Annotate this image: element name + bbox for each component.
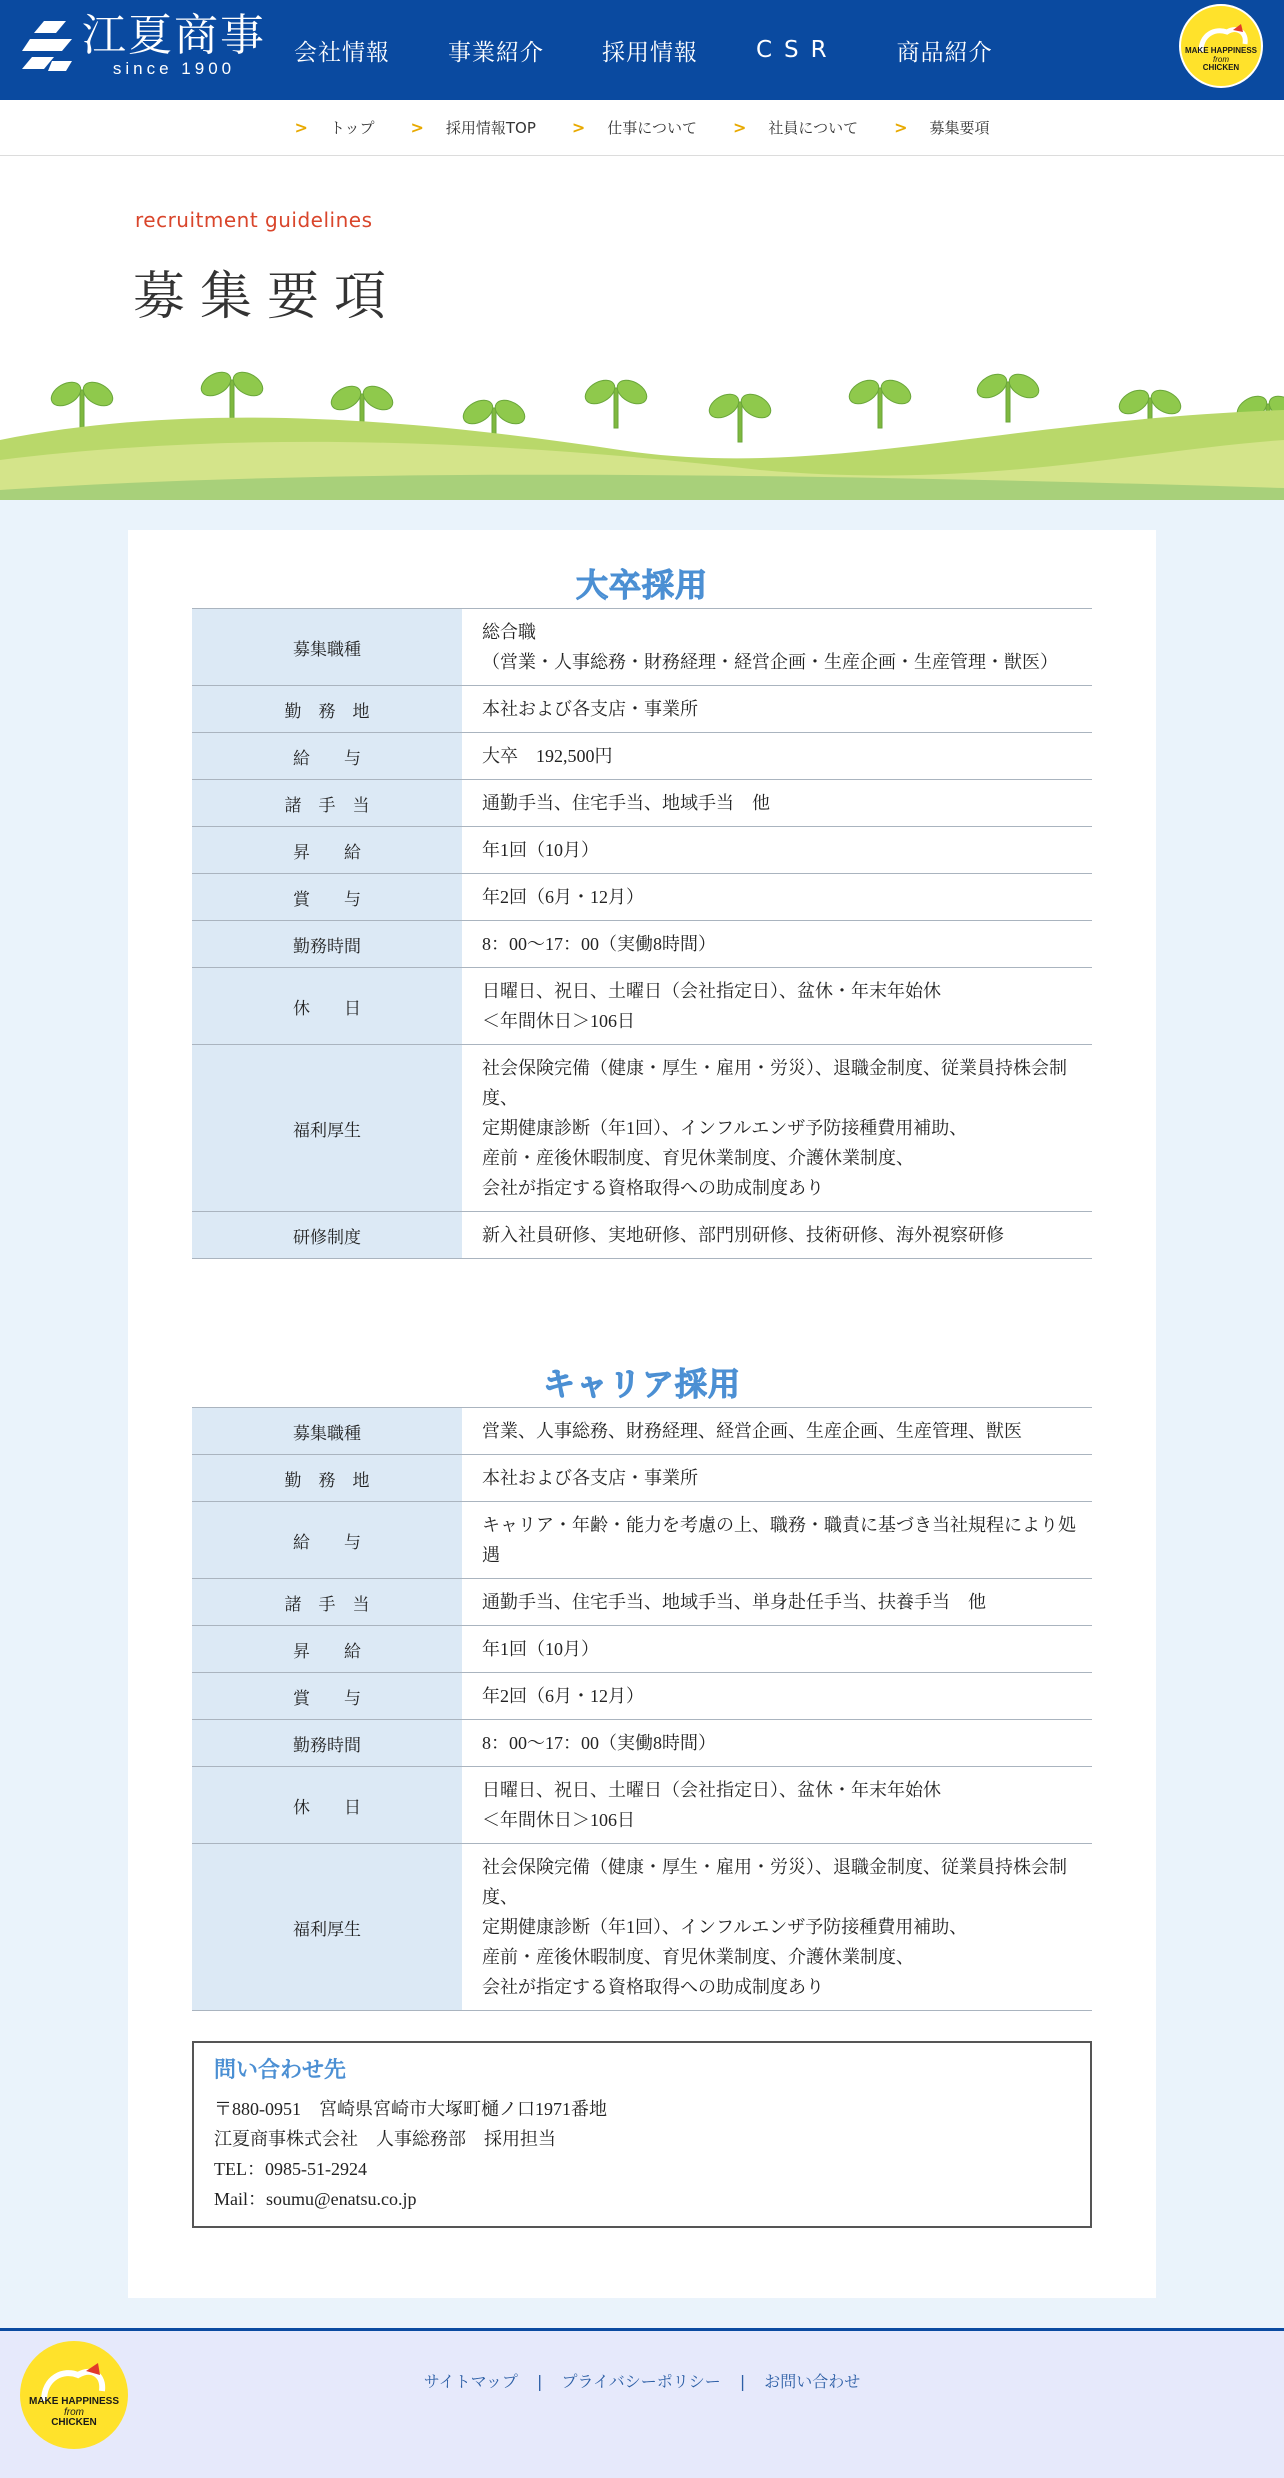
badge-line-1: MAKE HAPPINESS — [1184, 46, 1257, 56]
value-line: 年1回（10月） — [482, 1639, 599, 1659]
table-row — [192, 874, 1092, 921]
nav-recruit[interactable]: 採用情報 — [602, 39, 698, 66]
breadcrumb-recruit-top[interactable]: 採用情報TOP — [445, 119, 536, 137]
table-row — [192, 1720, 1092, 1767]
page-hero — [0, 156, 1284, 500]
value-line: 年2回（6月・12月） — [482, 1686, 644, 1706]
contact-box — [192, 2041, 1092, 2228]
value-line: 総合職 — [482, 622, 536, 642]
logo-since: since 1900 — [112, 59, 236, 78]
row-label: 諸 手 当 — [192, 1579, 462, 1626]
row-label: 昇 給 — [192, 1626, 462, 1673]
table-row — [192, 780, 1092, 827]
value-line: 定期健康診断（年1回）、インフルエンザ予防接種費用補助、 — [482, 1118, 968, 1138]
nav-business[interactable]: 事業紹介 — [448, 39, 544, 66]
badge-line-3: CHICKEN — [1202, 63, 1240, 73]
table-row — [192, 968, 1092, 1045]
chevron-right-icon: > — [894, 118, 908, 137]
value-line: 通勤手当、住宅手当、地域手当、単身赴任手当、扶養手当 他 — [482, 1592, 986, 1612]
chevron-right-icon: > — [571, 118, 586, 137]
row-value — [462, 1502, 1092, 1579]
row-value — [462, 1767, 1092, 1844]
value-line: 産前・産後休暇制度、育児休業制度、介護休業制度、 — [482, 1148, 914, 1168]
row-label: 勤 務 地 — [192, 1455, 462, 1502]
page-title: 募集要項 — [133, 267, 402, 327]
row-label: 勤 務 地 — [192, 686, 462, 733]
row-label: 募集職種 — [192, 609, 462, 686]
value-line: 社会保険完備（健康・厚生・雇用・労災）、退職金制度、従業員持株会制度、 — [482, 1857, 1067, 1907]
row-label: 給 与 — [192, 733, 462, 780]
footer-link-contact[interactable]: お問い合わせ — [764, 2372, 861, 2391]
value-line: 本社および各支店・事業所 — [482, 699, 698, 719]
breadcrumb-top[interactable]: トップ — [329, 119, 375, 137]
page-subtitle: recruitment guidelines — [135, 208, 373, 232]
nav-csr[interactable]: CSR — [756, 37, 839, 63]
table-row — [192, 1502, 1092, 1579]
row-value — [462, 1455, 1092, 1502]
breadcrumb-work[interactable]: 仕事について — [607, 119, 697, 137]
table-row — [192, 609, 1092, 686]
row-value — [462, 686, 1092, 733]
table-row — [192, 1455, 1092, 1502]
table-row — [192, 1844, 1092, 2011]
value-line: 8：00～17：00（実働8時間） — [482, 934, 716, 954]
footer-separator: | — [537, 2372, 543, 2391]
nav-products[interactable]: 商品紹介 — [896, 39, 993, 66]
chevron-right-icon: > — [294, 118, 308, 137]
value-line: 年1回（10月） — [482, 840, 599, 860]
row-label: 休 日 — [192, 1767, 462, 1844]
row-label: 福利厚生 — [192, 1045, 462, 1212]
recruitment-card — [128, 530, 1156, 2298]
graduate-requirements-table — [192, 608, 1092, 1259]
value-line: （営業・人事総務・財務経理・経営企画・生産企画・生産管理・獣医） — [482, 652, 1058, 672]
row-label: 賞 与 — [192, 1673, 462, 1720]
value-line: 営業、人事総務、財務経理、経営企画、生産企画、生産管理、獣医 — [482, 1421, 1022, 1441]
global-nav — [294, 0, 1051, 100]
value-line: 年2回（6月・12月） — [482, 887, 644, 907]
table-row — [192, 1212, 1092, 1259]
footer-separator: | — [739, 2372, 746, 2391]
table-row — [192, 1767, 1092, 1844]
contact-phone: TEL：0985-51-2924 — [214, 2159, 367, 2179]
value-line: 大卒 192,500円 — [482, 746, 613, 766]
table-row — [192, 686, 1092, 733]
value-line: 日曜日、祝日、土曜日（会社指定日）、盆休・年末年始休 — [482, 1780, 941, 1800]
value-line: 会社が指定する資格取得への助成制度あり — [482, 1977, 824, 1997]
row-label: 給 与 — [192, 1502, 462, 1579]
table-row — [192, 1673, 1092, 1720]
row-label: 昇 給 — [192, 827, 462, 874]
row-label: 勤務時間 — [192, 1720, 462, 1767]
row-label: 休 日 — [192, 968, 462, 1045]
contact-title: 問い合わせ先 — [214, 2058, 347, 2083]
value-line: 日曜日、祝日、土曜日（会社指定日）、盆休・年末年始休 — [482, 981, 941, 1001]
row-value — [462, 733, 1092, 780]
value-line: ＜年間休日＞106日 — [482, 1011, 635, 1031]
table-row — [192, 1045, 1092, 1212]
value-line: 産前・産後休暇制度、育児休業制度、介護休業制度、 — [482, 1947, 914, 1967]
site-footer — [0, 2328, 1284, 2478]
breadcrumb-current: 募集要項 — [929, 119, 990, 137]
footer-make-happiness-badge[interactable] — [20, 2341, 128, 2449]
row-value — [462, 1579, 1092, 1626]
site-logo[interactable] — [22, 10, 266, 79]
row-value — [462, 921, 1092, 968]
chicken-icon — [20, 2341, 128, 2449]
row-value — [462, 827, 1092, 874]
value-line: 本社および各支店・事業所 — [482, 1468, 698, 1488]
value-line: 会社が指定する資格取得への助成制度あり — [482, 1178, 824, 1198]
footer-links — [0, 2369, 1284, 2392]
section-title-graduate: 大卒採用 — [575, 566, 708, 604]
footer-badge-line-2: from — [63, 2406, 84, 2418]
row-value — [462, 1673, 1092, 1720]
row-value — [462, 1844, 1092, 2011]
row-value — [462, 609, 1092, 686]
row-value — [462, 1720, 1092, 1767]
footer-link-privacy[interactable]: プライバシーポリシー — [561, 2372, 721, 2391]
value-line: ＜年間休日＞106日 — [482, 1810, 635, 1830]
value-line: 社会保険完備（健康・厚生・雇用・労災）、退職金制度、従業員持株会制度、 — [482, 1058, 1067, 1108]
section-title-career: キャリア採用 — [542, 1365, 741, 1403]
row-value — [462, 1408, 1092, 1455]
value-line: 定期健康診断（年1回）、インフルエンザ予防接種費用補助、 — [482, 1917, 968, 1937]
make-happiness-badge[interactable] — [1179, 4, 1263, 88]
row-label: 賞 与 — [192, 874, 462, 921]
career-requirements-table — [192, 1407, 1092, 2011]
row-value — [462, 1212, 1092, 1259]
row-label: 勤務時間 — [192, 921, 462, 968]
breadcrumb — [0, 100, 1284, 156]
nav-company[interactable]: 会社情報 — [294, 39, 390, 66]
logo-name: 江夏商事 — [82, 10, 266, 61]
value-line: 新入社員研修、実地研修、部門別研修、技術研修、海外視察研修 — [482, 1225, 1004, 1245]
contact-email: Mail：soumu@enatsu.co.jp — [214, 2189, 417, 2209]
row-label: 研修制度 — [192, 1212, 462, 1259]
logo-mark-icon — [22, 19, 74, 75]
table-row — [192, 921, 1092, 968]
table-row — [192, 1626, 1092, 1673]
site-header — [0, 0, 1284, 100]
footer-link-sitemap[interactable]: サイトマップ — [423, 2372, 518, 2391]
row-value — [462, 968, 1092, 1045]
chevron-right-icon: > — [410, 118, 424, 137]
contact-department: 江夏商事株式会社 人事総務部 採用担当 — [214, 2129, 556, 2149]
value-line: 通勤手当、住宅手当、地域手当 他 — [482, 793, 770, 813]
footer-badge-line-1: MAKE HAPPINESS — [28, 2396, 119, 2408]
row-value — [462, 780, 1092, 827]
footer-badge-line-3: CHICKEN — [51, 2417, 97, 2429]
breadcrumb-staff[interactable]: 社員について — [768, 119, 859, 137]
table-row — [192, 827, 1092, 874]
table-row — [192, 733, 1092, 780]
value-line: 8：00～17：00（実働8時間） — [482, 1733, 716, 1753]
table-row — [192, 1579, 1092, 1626]
badge-line-2: from — [1212, 54, 1229, 64]
contact-address: 〒880-0951 宮崎県宮崎市大塚町樋ノ口1971番地 — [214, 2099, 607, 2119]
row-value — [462, 1045, 1092, 1212]
row-value — [462, 1626, 1092, 1673]
row-value — [462, 874, 1092, 921]
chevron-right-icon: > — [732, 118, 747, 137]
table-row — [192, 1408, 1092, 1455]
row-label: 募集職種 — [192, 1408, 462, 1455]
row-label: 諸 手 当 — [192, 780, 462, 827]
value-line: キャリア・年齢・能力を考慮の上、職務・職責に基づき当社規程により処遇 — [482, 1515, 1076, 1565]
sprout-hills-illustration — [0, 340, 1284, 500]
row-label: 福利厚生 — [192, 1844, 462, 2011]
